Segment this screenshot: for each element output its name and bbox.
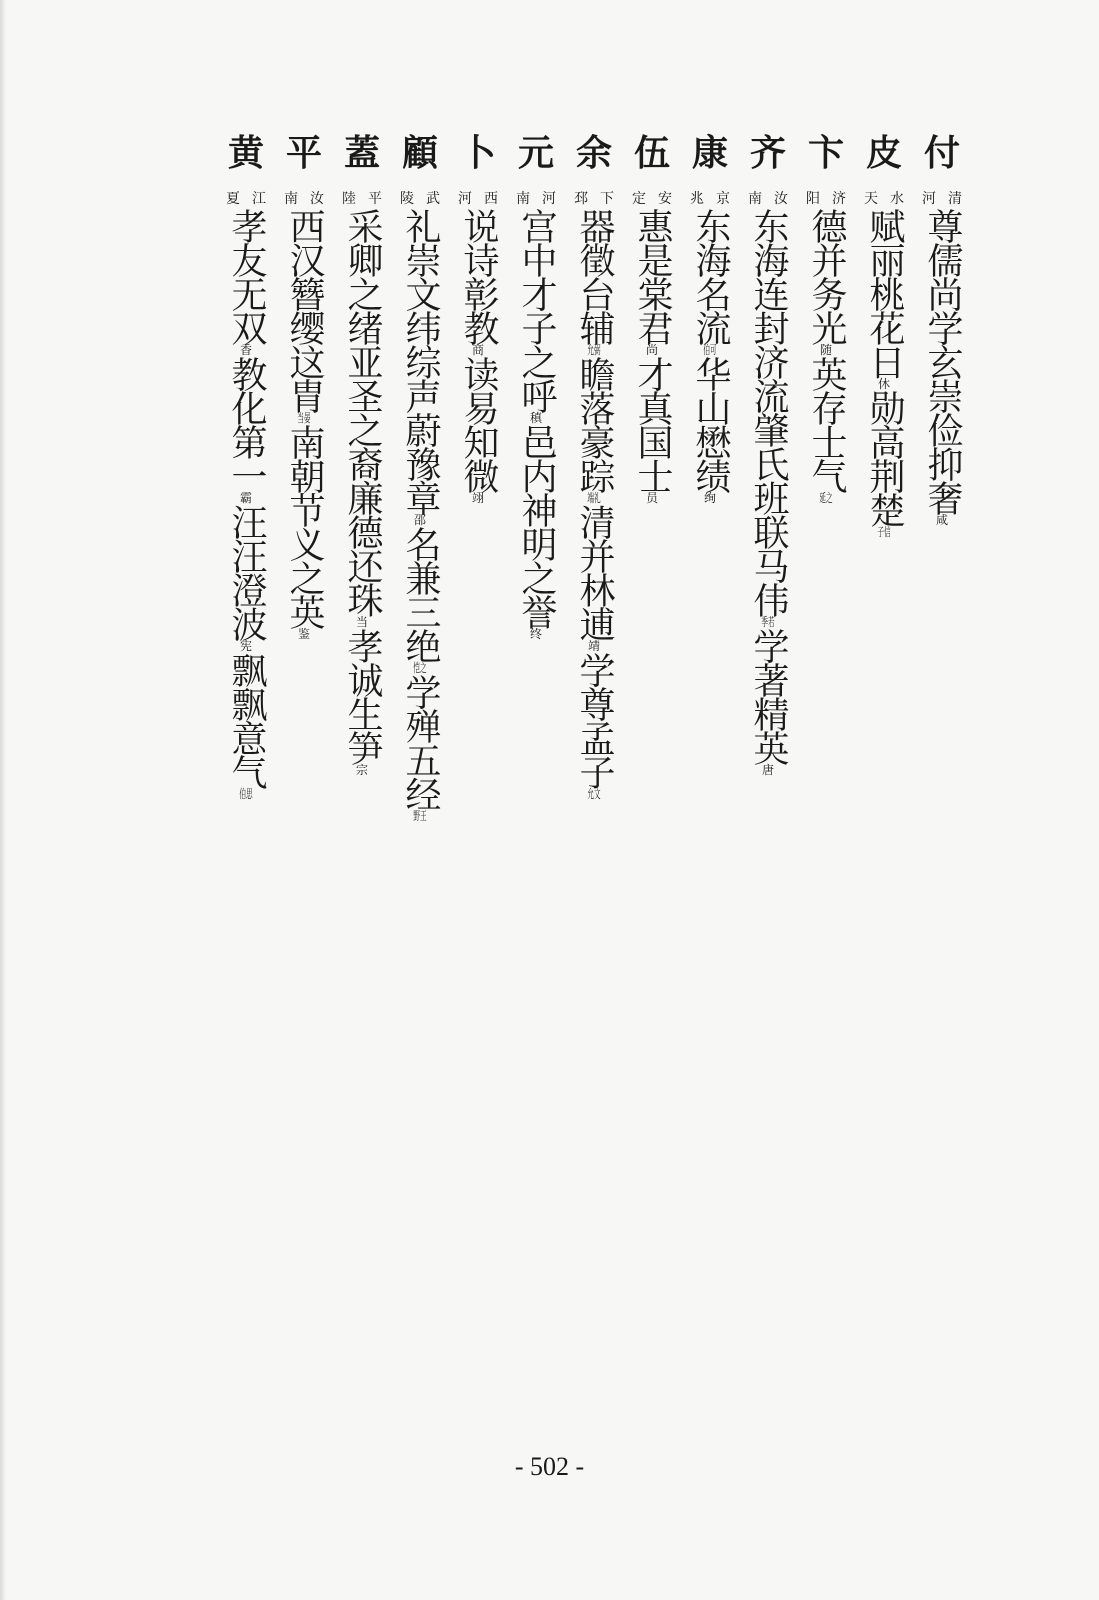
surname-column — [623, 132, 681, 822]
place-char: 南 — [748, 191, 762, 207]
place-origin — [340, 188, 384, 210]
verse-text — [862, 208, 906, 538]
verse-segment: 学尊孟子 — [574, 652, 615, 788]
verse-text — [456, 208, 500, 504]
place-origin — [804, 188, 848, 210]
place-char: 河 — [458, 191, 472, 207]
verse-segment: 宫中才子之呼 — [516, 208, 557, 412]
ancestor-note: 尚 — [645, 344, 658, 356]
place-char: 陵 — [400, 191, 414, 207]
surname-heading: 蓋 — [343, 133, 380, 174]
place-origin — [456, 188, 500, 210]
verse-text — [572, 208, 616, 800]
verse-segment: 学著精英 — [748, 628, 789, 764]
ancestor-note: 季若 — [761, 616, 775, 628]
surname-column — [333, 132, 391, 822]
surname-column — [217, 132, 275, 822]
ancestor-note: 翊 — [471, 492, 484, 504]
verse-segment: 名兼三绝 — [400, 526, 441, 662]
verse-segment: 学殚五经 — [400, 674, 441, 810]
ancestor-note: 员 — [645, 492, 658, 504]
surname-column — [275, 132, 333, 822]
ancestor-note: 霸 — [239, 492, 252, 504]
place-char: 阳 — [806, 191, 820, 207]
surname-column — [449, 132, 507, 822]
ancestor-note: 靖 — [587, 640, 600, 652]
surname-heading: 康 — [691, 133, 728, 174]
verse-segment: 华山懋绩 — [690, 356, 731, 492]
verse-segment: 英存士气 — [806, 356, 847, 492]
place-char: 水 — [890, 191, 904, 207]
ancestor-note: 绚 — [703, 492, 716, 504]
surname-heading: 卞 — [807, 133, 844, 174]
verse-segment: 勋高荆楚 — [864, 390, 905, 526]
surname-column — [913, 132, 971, 822]
surname-columns — [217, 132, 971, 822]
verse-segment: 礼崇文纬综声蔚豫章 — [400, 208, 441, 514]
surname-heading: 卜 — [459, 133, 496, 174]
surname-column — [681, 132, 739, 822]
ancestor-note: 延之 — [819, 492, 833, 504]
verse-text — [746, 208, 790, 776]
ancestor-note: 允弼 — [587, 344, 601, 356]
ancestor-note: 随 — [819, 344, 832, 356]
place-origin — [688, 188, 732, 210]
surname-column — [391, 132, 449, 822]
ancestor-note: 伯可 — [703, 344, 717, 356]
place-char: 夏 — [226, 191, 240, 207]
place-char: 南 — [284, 191, 298, 207]
place-origin — [862, 188, 906, 210]
ancestor-note: 当晏 — [297, 412, 311, 424]
verse-segment: 东海名流 — [690, 208, 731, 344]
ancestor-note: 宪 — [239, 640, 252, 652]
verse-segment: 邑内神明之誉 — [516, 424, 557, 628]
place-char: 河 — [542, 191, 556, 207]
place-origin — [514, 188, 558, 210]
verse-segment: 德并务光 — [806, 208, 847, 344]
surname-column — [855, 132, 913, 822]
surname-heading: 黄 — [227, 133, 264, 174]
place-char: 河 — [922, 191, 936, 207]
surname-column — [565, 132, 623, 822]
verse-text — [340, 208, 384, 776]
verse-segment: 瞻落豪踪 — [574, 356, 615, 492]
surname-heading: 付 — [923, 133, 960, 174]
place-char: 江 — [252, 191, 266, 207]
place-origin — [224, 188, 268, 210]
verse-segment: 赋丽桃花日 — [864, 208, 905, 378]
ancestor-note: 邵 — [413, 514, 426, 526]
verse-segment: 读易知微 — [458, 356, 499, 492]
surname-heading: 元 — [517, 133, 554, 174]
ancestor-note: 恺之 — [413, 662, 427, 674]
surname-column — [507, 132, 565, 822]
ancestor-note: 伯思 — [239, 788, 253, 800]
verse-segment: 汪汪澄波 — [226, 504, 267, 640]
ancestor-note: 宗 — [355, 764, 368, 776]
verse-segment: 南朝节义之英 — [284, 424, 325, 628]
verse-segment: 飘飘意气 — [226, 652, 267, 788]
place-char: 南 — [516, 191, 530, 207]
place-char: 武 — [426, 191, 440, 207]
place-origin — [630, 188, 674, 210]
verse-text — [282, 208, 326, 640]
verse-segment: 采卿之绪亚圣之裔廉德还珠 — [342, 208, 383, 616]
place-char: 安 — [658, 191, 672, 207]
place-origin — [398, 188, 442, 210]
place-char: 汝 — [774, 191, 788, 207]
verse-segment: 孝诚生笋 — [342, 628, 383, 764]
ancestor-note: 子信 — [877, 526, 891, 538]
verse-text — [630, 208, 674, 504]
place-char: 汝 — [310, 191, 324, 207]
place-origin — [282, 188, 326, 210]
surname-heading: 伍 — [633, 133, 670, 174]
place-char: 京 — [716, 191, 730, 207]
ancestor-note: 野王 — [413, 810, 427, 822]
verse-segment: 才真国士 — [632, 356, 673, 492]
verse-segment: 器徵台辅 — [574, 208, 615, 344]
verse-segment: 西汉簪缨这胄 — [284, 208, 325, 412]
ancestor-note: 商 — [471, 344, 484, 356]
verse-text — [688, 208, 732, 504]
place-origin — [746, 188, 790, 210]
ancestor-note: 允文 — [587, 788, 601, 800]
place-char: 天 — [864, 191, 878, 207]
ancestor-note: 鉴 — [297, 628, 310, 640]
verse-segment: 孝友无双 — [226, 208, 267, 344]
place-char: 下 — [600, 191, 614, 207]
surname-heading: 齐 — [749, 133, 786, 174]
page-number: - 502 - — [514, 1452, 585, 1481]
verse-segment: 惠是棠君 — [632, 208, 673, 344]
ancestor-note: 端礼 — [587, 492, 601, 504]
place-char: 清 — [948, 191, 962, 207]
verse-text — [920, 208, 964, 526]
ancestor-note: 休 — [877, 378, 890, 390]
verse-segment: 教化第一 — [226, 356, 267, 492]
surname-heading: 顧 — [401, 133, 438, 174]
place-char: 济 — [832, 191, 846, 207]
verse-text — [514, 208, 558, 640]
verse-text — [398, 208, 442, 822]
place-char: 定 — [632, 191, 646, 207]
ancestor-note: 唐 — [761, 764, 774, 776]
ancestor-note: 稹 — [529, 412, 542, 424]
verse-text — [224, 208, 268, 800]
verse-segment: 说诗彰教 — [458, 208, 499, 344]
place-char: 兆 — [690, 191, 704, 207]
scan-edge — [0, 0, 6, 1600]
surname-heading: 余 — [575, 133, 612, 174]
verse-segment: 尊儒尚学玄崇俭抑奢 — [922, 208, 963, 514]
surname-heading: 平 — [285, 133, 322, 174]
verse-segment: 清并林逋 — [574, 504, 615, 640]
surname-column — [739, 132, 797, 822]
place-char: 陸 — [342, 191, 356, 207]
place-char: 平 — [368, 191, 382, 207]
surname-heading: 皮 — [865, 133, 902, 174]
place-origin — [572, 188, 616, 210]
ancestor-note: 香 — [239, 344, 252, 356]
place-origin — [920, 188, 964, 210]
verse-text — [804, 208, 848, 504]
surname-column — [797, 132, 855, 822]
ancestor-note: 当 — [355, 616, 368, 628]
verse-segment: 东海连封济流肇氏班联马伟 — [748, 208, 789, 616]
place-char: 西 — [484, 191, 498, 207]
ancestor-note: 终 — [529, 628, 542, 640]
ancestor-note: 咸 — [935, 514, 948, 526]
place-char: 邳 — [574, 191, 588, 207]
